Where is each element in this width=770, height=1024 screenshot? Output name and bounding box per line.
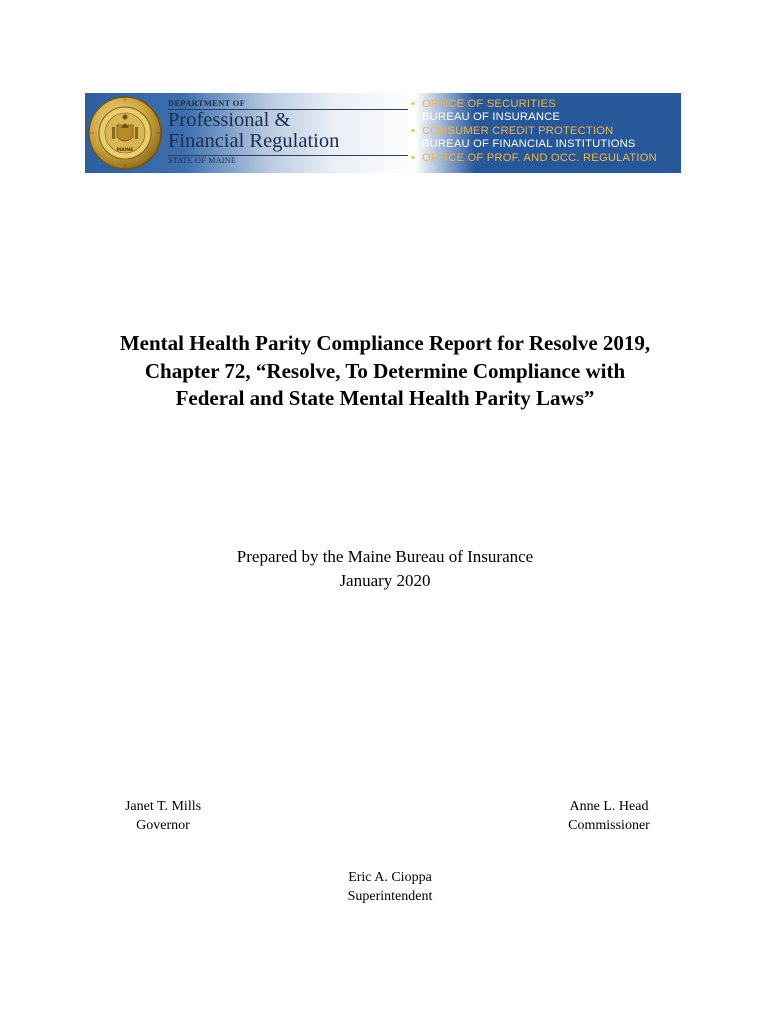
office-list-item: [411, 152, 657, 165]
office-list-item: [411, 138, 657, 151]
report-title-line3: Federal and State Mental Health Parity Laws”: [175, 386, 595, 410]
bullet-icon: •: [411, 124, 416, 137]
department-name-line1: Professional &: [168, 109, 291, 131]
governor-name: Janet T. Mills: [124, 799, 202, 814]
bullet-icon: •: [411, 151, 416, 164]
superintendent-signature-block: [335, 868, 445, 906]
report-title-line2: Chapter 72, “Resolve, To Determine Compliance with: [144, 358, 626, 383]
office-list-item: [411, 98, 657, 111]
commissioner-signature-block: [554, 797, 664, 835]
bullet-icon: •: [411, 138, 416, 151]
office-list-item: [411, 125, 657, 138]
department-name: [168, 110, 339, 152]
governor-title: Governor: [136, 818, 190, 833]
prepared-by-block: [0, 545, 770, 593]
governor-signature-block: [113, 797, 213, 835]
commissioner-title: Commissioner: [568, 818, 650, 833]
consumer-credit-protection: CONSUMER CREDIT PROTECTION: [422, 124, 614, 137]
bullet-icon: •: [411, 98, 416, 110]
seal-maine-lettering: MAINE: [116, 148, 134, 153]
office-securities: OFFICE OF SECURITIES: [422, 98, 556, 110]
department-seal-icon: [87, 95, 163, 171]
commissioner-name: Anne L. Head: [569, 799, 649, 814]
bureau-of-financial-institutions: BUREAU OF FINANCIAL INSTITUTIONS: [422, 138, 636, 151]
department-of-label: DEPARTMENT OF: [168, 98, 246, 108]
department-name-line2: Financial Regulation: [168, 130, 340, 152]
report-date: January 2020: [339, 571, 431, 590]
department-banner: [85, 93, 681, 173]
superintendent-name: Eric A. Cioppa: [348, 870, 432, 885]
bullet-icon: •: [411, 111, 416, 124]
office-list: [411, 98, 657, 165]
report-title-line1: Mental Health Parity Compliance Report for Resolve 2019,: [119, 331, 651, 355]
state-of-maine-label: STATE OF MAINE: [168, 156, 237, 165]
superintendent-title: Superintendent: [347, 889, 433, 904]
prepared-by-text: Prepared by the Maine Bureau of Insurance: [236, 547, 534, 566]
office-of-prof-and-occ-regulation: OFFICE OF PROF. AND OCC. REGULATION: [422, 151, 657, 164]
bureau-of-insurance: BUREAU OF INSURANCE: [422, 111, 561, 124]
office-list-item: [411, 111, 657, 124]
report-title: [0, 330, 770, 413]
